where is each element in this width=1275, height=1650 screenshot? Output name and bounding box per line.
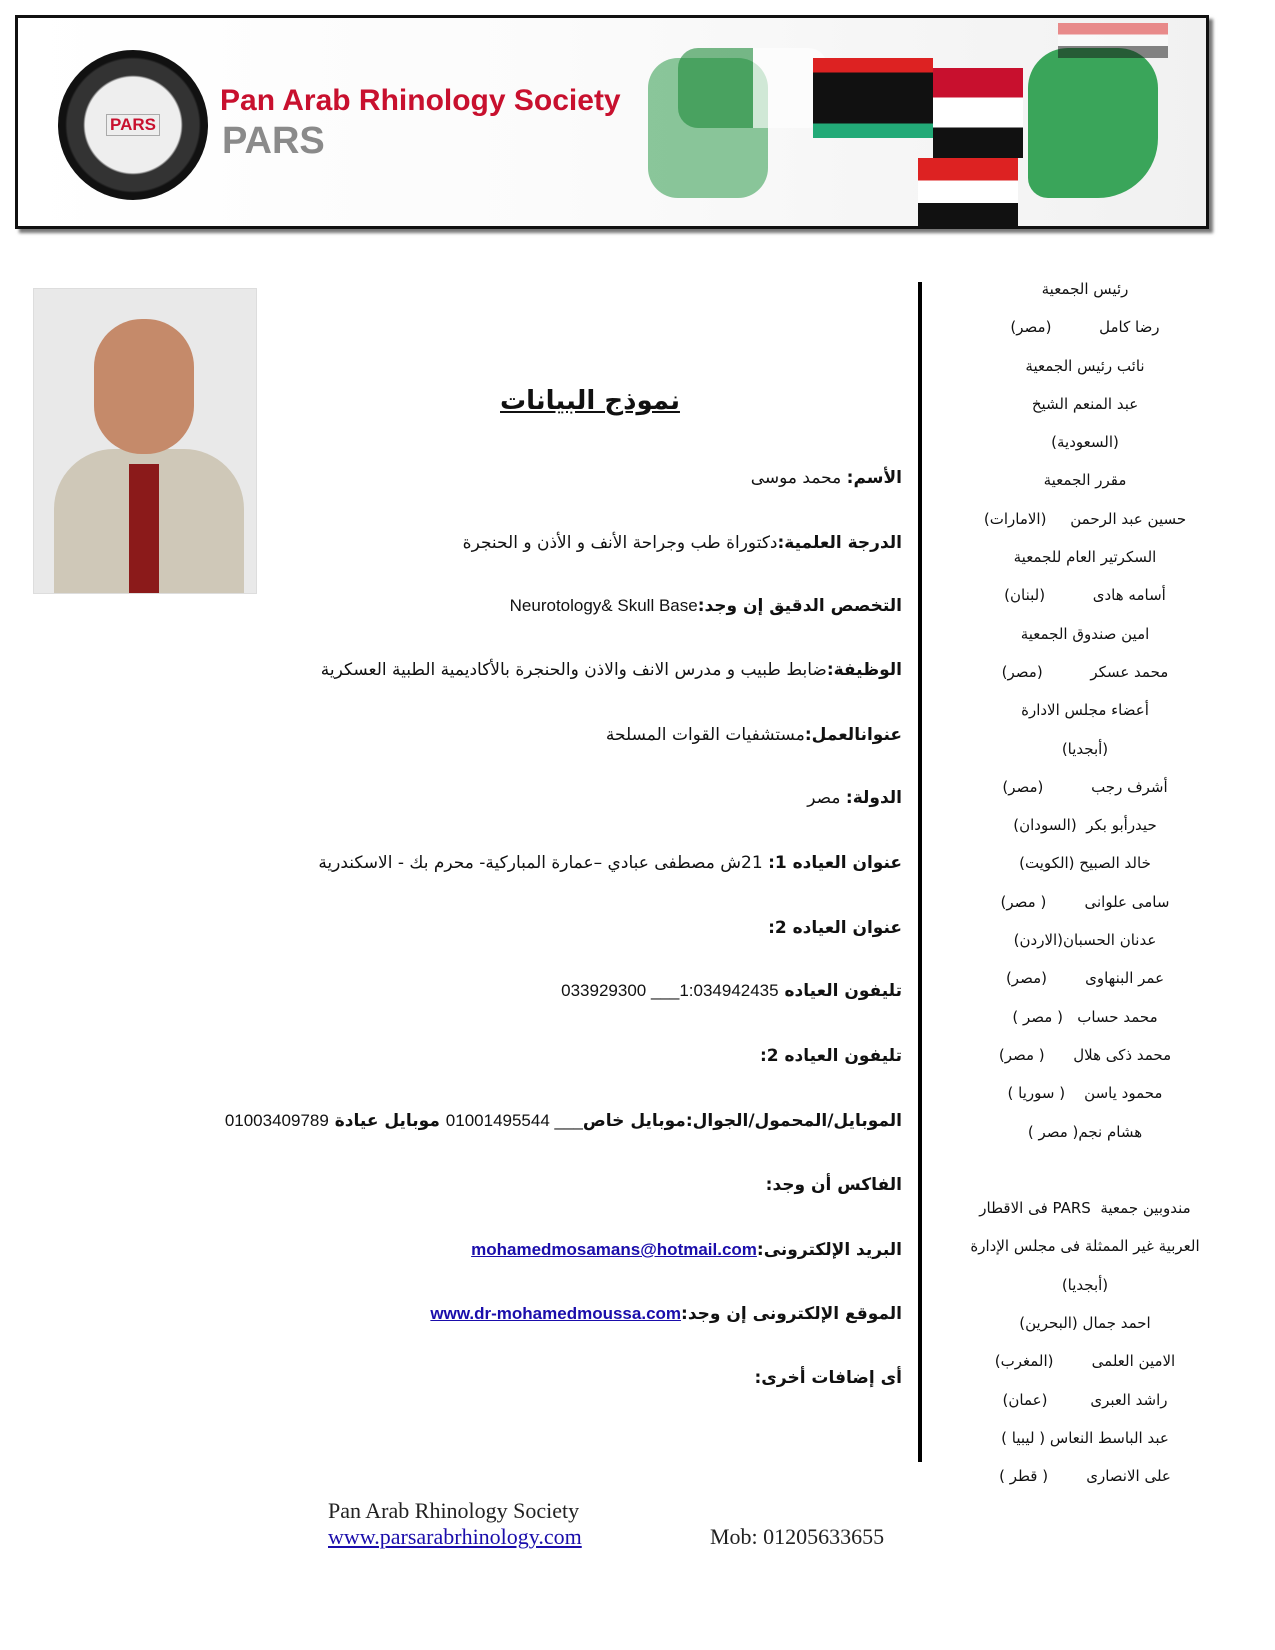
country-field bbox=[807, 788, 902, 808]
banner-subtitle: PARS bbox=[222, 120, 325, 162]
specialty-label: التخصص الدقيق إن وجد: bbox=[697, 596, 902, 616]
name-value: محمد موسى bbox=[750, 468, 847, 488]
profile-photo bbox=[33, 288, 257, 594]
sidebar-line: نائب رئيس الجمعية bbox=[1025, 356, 1145, 375]
header-banner bbox=[15, 15, 1209, 229]
board-members-sidebar bbox=[950, 275, 1220, 1501]
mobile-label: الموبايل/المحمول/الجوال:موبايل خاص bbox=[582, 1111, 902, 1131]
mobile-field bbox=[225, 1111, 902, 1131]
degree-label: الدرجة العلمية: bbox=[777, 533, 902, 553]
sidebar-line: السكرتير العام للجمعية bbox=[1013, 548, 1157, 567]
fax-field bbox=[766, 1175, 902, 1195]
sidebar-line: محمد عسكر (مصر) bbox=[1001, 662, 1169, 681]
pars-logo bbox=[58, 50, 208, 200]
email-field bbox=[471, 1240, 902, 1260]
clinic1-field bbox=[318, 853, 902, 873]
sidebar-line: رضا كامل (مصر) bbox=[1010, 318, 1160, 337]
sidebar-line: مقرر الجمعية bbox=[1043, 471, 1127, 490]
job-value: ضابط طبيب و مدرس الانف والاذن والحنجرة بالأكاديمية الطبية العسكرية bbox=[320, 660, 827, 680]
phone1-label: تليفون العياده bbox=[778, 981, 902, 1001]
sidebar-line: حيدرأبو بكر (السودان) bbox=[1013, 816, 1157, 835]
sidebar-line: عمر البنهاوى (مصر) bbox=[1005, 969, 1165, 988]
name-field bbox=[751, 468, 902, 488]
sidebar-line: (السعودية) bbox=[1051, 433, 1119, 452]
country-label: الدولة: bbox=[845, 788, 902, 808]
sidebar-line: حسين عبد الرحمن (الامارات) bbox=[983, 509, 1187, 528]
work-value: مستشفيات القوات المسلحة bbox=[605, 725, 805, 745]
sidebar-line: أشرف رجب (مصر) bbox=[1002, 777, 1168, 796]
clinic2-field bbox=[768, 918, 902, 938]
sidebar-line: رئيس الجمعية bbox=[1041, 280, 1129, 298]
sidebar-line: على الانصارى ( قطر ) bbox=[999, 1467, 1171, 1486]
sidebar-line: عدنان الحسبان(الاردن) bbox=[1013, 931, 1157, 950]
sidebar-line: راشد العبرى (عمان) bbox=[1002, 1390, 1168, 1409]
other-field bbox=[754, 1368, 902, 1388]
footer-mobile: Mob: 01205633655 bbox=[710, 1524, 885, 1549]
job-label: الوظيفة: bbox=[826, 660, 902, 680]
job-field bbox=[321, 660, 902, 680]
phone2-label: تليفون العياده 2: bbox=[759, 1046, 902, 1066]
sidebar-line: عبد الباسط النعاس ( ليبيا ) bbox=[1001, 1428, 1169, 1447]
email-link[interactable]: mohamedmosamans@hotmail.com bbox=[471, 1240, 757, 1259]
degree-value: دكتوراة طب وجراحة الأنف و الأذن و الحنجرة bbox=[462, 533, 778, 553]
email-label: البريد الإلكترونى: bbox=[756, 1240, 902, 1260]
specialty-value: Neurotology& Skull Base bbox=[509, 596, 698, 615]
mobile-private: 01001495544 ___ bbox=[445, 1111, 583, 1130]
footer-website-link[interactable]: www.parsarabrhinology.com bbox=[328, 1524, 582, 1549]
phone1-field bbox=[561, 981, 902, 1001]
website-label: الموقع الإلكترونى إن وجد: bbox=[681, 1304, 902, 1324]
clinic2-label: عنوان العياده 2: bbox=[768, 918, 902, 938]
clinic1-label: عنوان العياده 1: bbox=[768, 853, 902, 873]
phone1-value: 033929300 ___1:034942435 bbox=[561, 981, 779, 1000]
work-address-field bbox=[606, 725, 902, 745]
name-label: الأسم: bbox=[846, 468, 902, 488]
sidebar-line: أعضاء مجلس الادارة bbox=[1021, 701, 1149, 720]
other-label: أى إضافات أخرى: bbox=[754, 1368, 902, 1388]
mobile-clinic: 01003409789 bbox=[224, 1111, 329, 1130]
sidebar-line: هشام نجم( مصر ) bbox=[1027, 1122, 1143, 1141]
footer-org: Pan Arab Rhinology Society bbox=[328, 1498, 580, 1523]
degree-field bbox=[463, 533, 902, 553]
sidebar-line: سامى علوانى ( مصر) bbox=[1000, 892, 1170, 911]
sidebar-line: محمد حساب ( مصر ) bbox=[1012, 1007, 1158, 1026]
phone2-field bbox=[760, 1046, 902, 1066]
website-field bbox=[430, 1304, 902, 1324]
sidebar-line: مندوبين جمعية PARS فى الاقطار bbox=[979, 1199, 1191, 1218]
sidebar-line bbox=[950, 1156, 1220, 1194]
sidebar-line: امين صندوق الجمعية bbox=[1020, 624, 1150, 643]
mobile-clinic-label: موبايل عيادة bbox=[328, 1111, 446, 1131]
flags-map bbox=[618, 18, 1208, 226]
sidebar-line: أسامه هادى (لبنان) bbox=[1004, 586, 1166, 605]
sidebar-line: العربية غير الممثلة فى مجلس الإدارة bbox=[970, 1237, 1200, 1256]
sidebar-line: الامين العلمى (المغرب) bbox=[994, 1352, 1176, 1371]
sidebar-line: محمد ذكى هلال ( مصر) bbox=[998, 1045, 1172, 1064]
column-divider bbox=[918, 282, 922, 1462]
sidebar-line: (أبجديا) bbox=[1061, 1275, 1109, 1294]
website-link[interactable]: www.dr-mohamedmoussa.com bbox=[430, 1304, 682, 1323]
banner-title: Pan Arab Rhinology Society bbox=[220, 84, 621, 117]
sidebar-line: (أبجديا) bbox=[1061, 739, 1109, 758]
fax-label: الفاكس أن وجد: bbox=[765, 1175, 902, 1195]
country-value: مصر bbox=[807, 788, 846, 808]
page-title: نموذج البيانات bbox=[500, 386, 680, 416]
sidebar-line: احمد جمال (البحرين) bbox=[1019, 1314, 1151, 1333]
clinic1-value: 21ش مصطفى عبادي –عمارة المباركية- محرم بك - الاسكندرية bbox=[318, 853, 769, 873]
sidebar-line: خالد الصبيح (الكويت) bbox=[1019, 854, 1151, 873]
sidebar-line: محمود ياسن ( سوريا ) bbox=[1007, 1084, 1163, 1103]
logo-badge: PARS bbox=[106, 114, 160, 136]
specialty-field bbox=[510, 596, 902, 616]
work-label: عنوانالعمل: bbox=[804, 725, 902, 745]
sidebar-line: عبد المنعم الشيخ bbox=[1031, 394, 1139, 413]
